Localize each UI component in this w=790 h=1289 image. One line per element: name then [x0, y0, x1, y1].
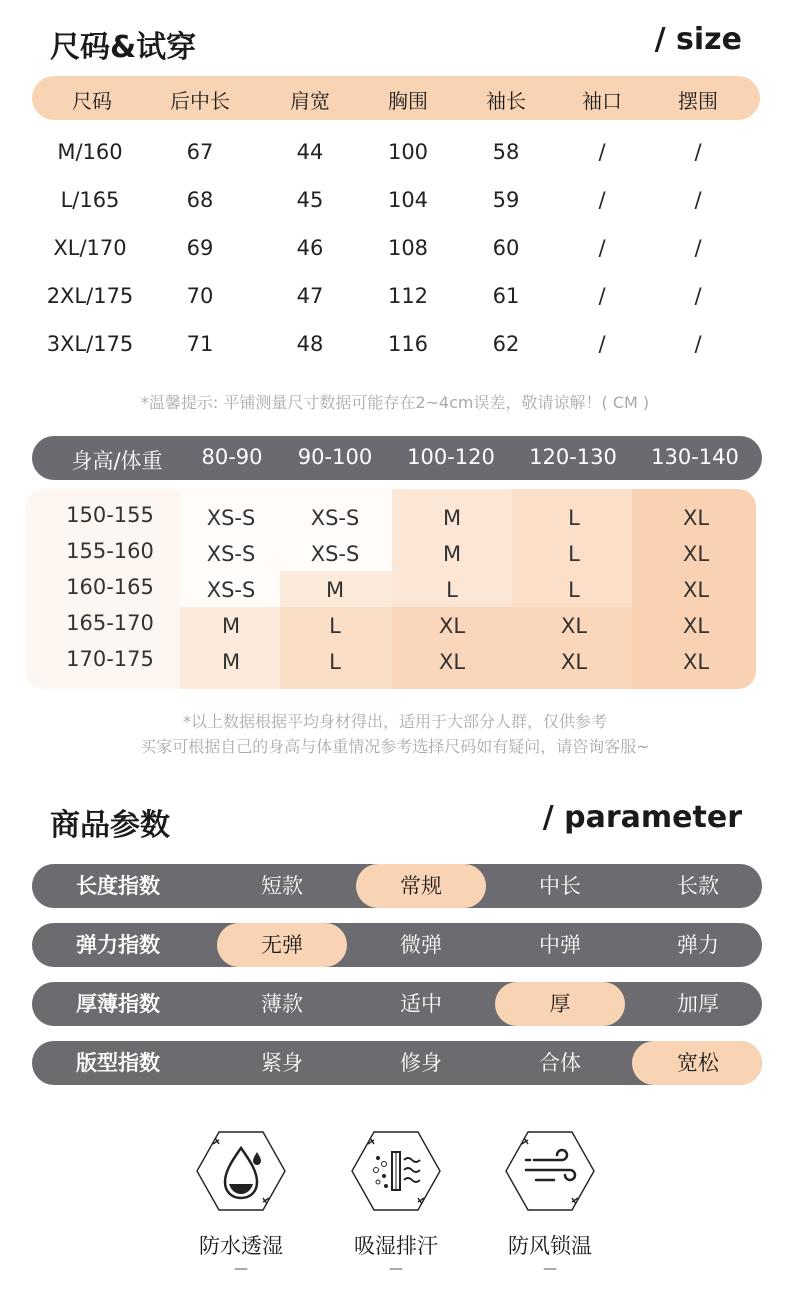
size-cell: 69 [186, 236, 214, 260]
size-cell: 47 [296, 284, 324, 308]
size-cell: 116 [387, 332, 429, 356]
size-cell: 61 [492, 284, 520, 308]
moisture-wicking-icon [350, 1130, 442, 1212]
hw-size-cell: XS-S [206, 506, 256, 530]
hw-size-cell: XL [560, 614, 588, 638]
size-cell: 45 [296, 188, 324, 212]
feature-moisture [350, 1130, 442, 1212]
param-option: 长款 [677, 874, 719, 898]
param-section-title-en: / parameter [542, 800, 742, 835]
param-option: 中弹 [539, 933, 581, 957]
param-option: 中长 [539, 874, 581, 898]
size-header-cell: 尺码 [72, 89, 112, 113]
param-option: 薄款 [261, 992, 303, 1016]
param-option: 合体 [539, 1051, 581, 1075]
param-option: 适中 [400, 992, 442, 1016]
size-cell: / [598, 284, 606, 308]
param-option: 微弹 [400, 933, 442, 957]
size-cell: 108 [387, 236, 429, 260]
hw-table-header [32, 436, 762, 480]
hw-size-cell: L [568, 578, 580, 602]
hw-note-line1: *以上数据根据平均身材得出，适用于大部分人群，仅供参考 [182, 712, 607, 731]
param-row [32, 864, 762, 908]
hw-weight-header: 90-100 [297, 445, 373, 469]
feature-waterproof [195, 1130, 287, 1212]
size-section-title: 尺码&试穿 [50, 30, 197, 65]
size-cell: / [694, 188, 702, 212]
size-cell: 60 [492, 236, 520, 260]
feature-dash: — [389, 1261, 403, 1277]
param-option-selected: 常规 [400, 874, 442, 898]
hw-size-grid [26, 489, 756, 689]
size-cell: 68 [186, 188, 214, 212]
param-option: 短款 [261, 874, 303, 898]
hw-size-cell: XS-S [206, 542, 256, 566]
param-label: 弹力指数 [76, 933, 160, 957]
hw-size-cell: XL [438, 650, 466, 674]
size-header-cell: 胸围 [388, 89, 428, 113]
size-header-cell: 后中长 [170, 89, 230, 113]
size-cell: 44 [296, 140, 324, 164]
param-section-title: 商品参数 [50, 808, 170, 843]
hw-size-cell: M [325, 578, 345, 602]
size-cell: 100 [387, 140, 429, 164]
size-section-title-en: / size [654, 22, 742, 57]
size-cell: 62 [492, 332, 520, 356]
hw-height-label: 160-165 [66, 575, 154, 599]
hw-size-cell: XL [682, 506, 710, 530]
size-note: *温馨提示: 平铺测量尺寸数据可能存在2~4cm误差，敬请谅解！( CM ) [140, 393, 650, 412]
size-row-label: 2XL/175 [46, 284, 134, 308]
hw-size-cell: L [329, 650, 341, 674]
size-header-cell: 肩宽 [290, 89, 330, 113]
hw-size-cell: L [446, 578, 458, 602]
feature-label: 防风锁温 [508, 1234, 592, 1258]
hw-size-cell: L [329, 614, 341, 638]
param-label: 厚薄指数 [76, 992, 160, 1016]
param-option: 弹力 [677, 933, 719, 957]
hw-size-cell: M [442, 506, 462, 530]
size-cell: / [694, 140, 702, 164]
size-cell: 59 [492, 188, 520, 212]
param-row [32, 1041, 762, 1085]
hw-size-cell: XL [682, 650, 710, 674]
size-cell: / [598, 188, 606, 212]
hw-size-cell: XS-S [206, 578, 256, 602]
param-option: 紧身 [261, 1051, 303, 1075]
feature-label: 防水透湿 [199, 1234, 283, 1258]
size-cell: 46 [296, 236, 324, 260]
size-cell: / [694, 236, 702, 260]
size-cell: / [598, 140, 606, 164]
hw-weight-header: 130-140 [651, 445, 739, 469]
hw-size-cell: L [568, 506, 580, 530]
param-row [32, 923, 762, 967]
param-option: 加厚 [677, 992, 719, 1016]
hw-weight-header: 80-90 [201, 445, 263, 469]
water-drop-icon [195, 1130, 287, 1212]
size-row-label: 3XL/175 [46, 332, 134, 356]
size-cell: 70 [186, 284, 214, 308]
size-header-cell: 袖长 [486, 89, 526, 113]
param-row [32, 982, 762, 1026]
size-header-cell: 袖口 [582, 89, 622, 113]
size-cell: 71 [186, 332, 214, 356]
hw-weight-header: 100-120 [407, 445, 495, 469]
hw-size-cell: XL [682, 614, 710, 638]
hw-height-label: 170-175 [66, 647, 154, 671]
hw-size-cell: XS-S [310, 506, 360, 530]
feature-windproof [504, 1130, 596, 1212]
wind-icon [504, 1130, 596, 1212]
size-cell: 67 [186, 140, 214, 164]
hw-size-cell: XL [438, 614, 466, 638]
size-row-label: XL/170 [53, 236, 127, 260]
hw-height-label: 165-170 [66, 611, 154, 635]
hw-size-cell: M [442, 542, 462, 566]
param-option: 修身 [400, 1051, 442, 1075]
size-cell: / [694, 284, 702, 308]
size-cell: / [598, 332, 606, 356]
size-cell: 48 [296, 332, 324, 356]
hw-note-line2: 买家可根据自己的身高与体重情况参考选择尺码如有疑问，请咨询客服~ [140, 737, 650, 756]
hw-size-cell: XL [560, 650, 588, 674]
size-table-header [32, 76, 760, 120]
size-cell: / [694, 332, 702, 356]
hw-size-cell: XL [682, 542, 710, 566]
size-row-label: L/165 [60, 188, 120, 212]
hw-header-label: 身高/体重 [71, 449, 163, 473]
param-label: 长度指数 [76, 874, 160, 898]
size-cell: 112 [387, 284, 429, 308]
param-label: 版型指数 [76, 1051, 160, 1075]
hw-size-cell: M [221, 650, 241, 674]
param-option-selected: 无弹 [261, 933, 303, 957]
feature-dash: — [543, 1261, 557, 1277]
size-cell: 104 [387, 188, 429, 212]
size-cell: 58 [492, 140, 520, 164]
hw-size-cell: XL [682, 578, 710, 602]
feature-dash: — [234, 1261, 248, 1277]
hw-weight-header: 120-130 [529, 445, 617, 469]
feature-label: 吸湿排汗 [354, 1234, 438, 1258]
param-option-selected: 宽松 [677, 1051, 719, 1075]
param-option-selected: 厚 [549, 992, 571, 1016]
hw-size-cell: M [221, 614, 241, 638]
hw-height-label: 155-160 [66, 539, 154, 563]
hw-size-cell: XS-S [310, 542, 360, 566]
size-cell: / [598, 236, 606, 260]
size-row-label: M/160 [57, 140, 123, 164]
hw-size-cell: L [568, 542, 580, 566]
hw-height-label: 150-155 [66, 503, 154, 527]
size-header-cell: 摆围 [678, 89, 718, 113]
